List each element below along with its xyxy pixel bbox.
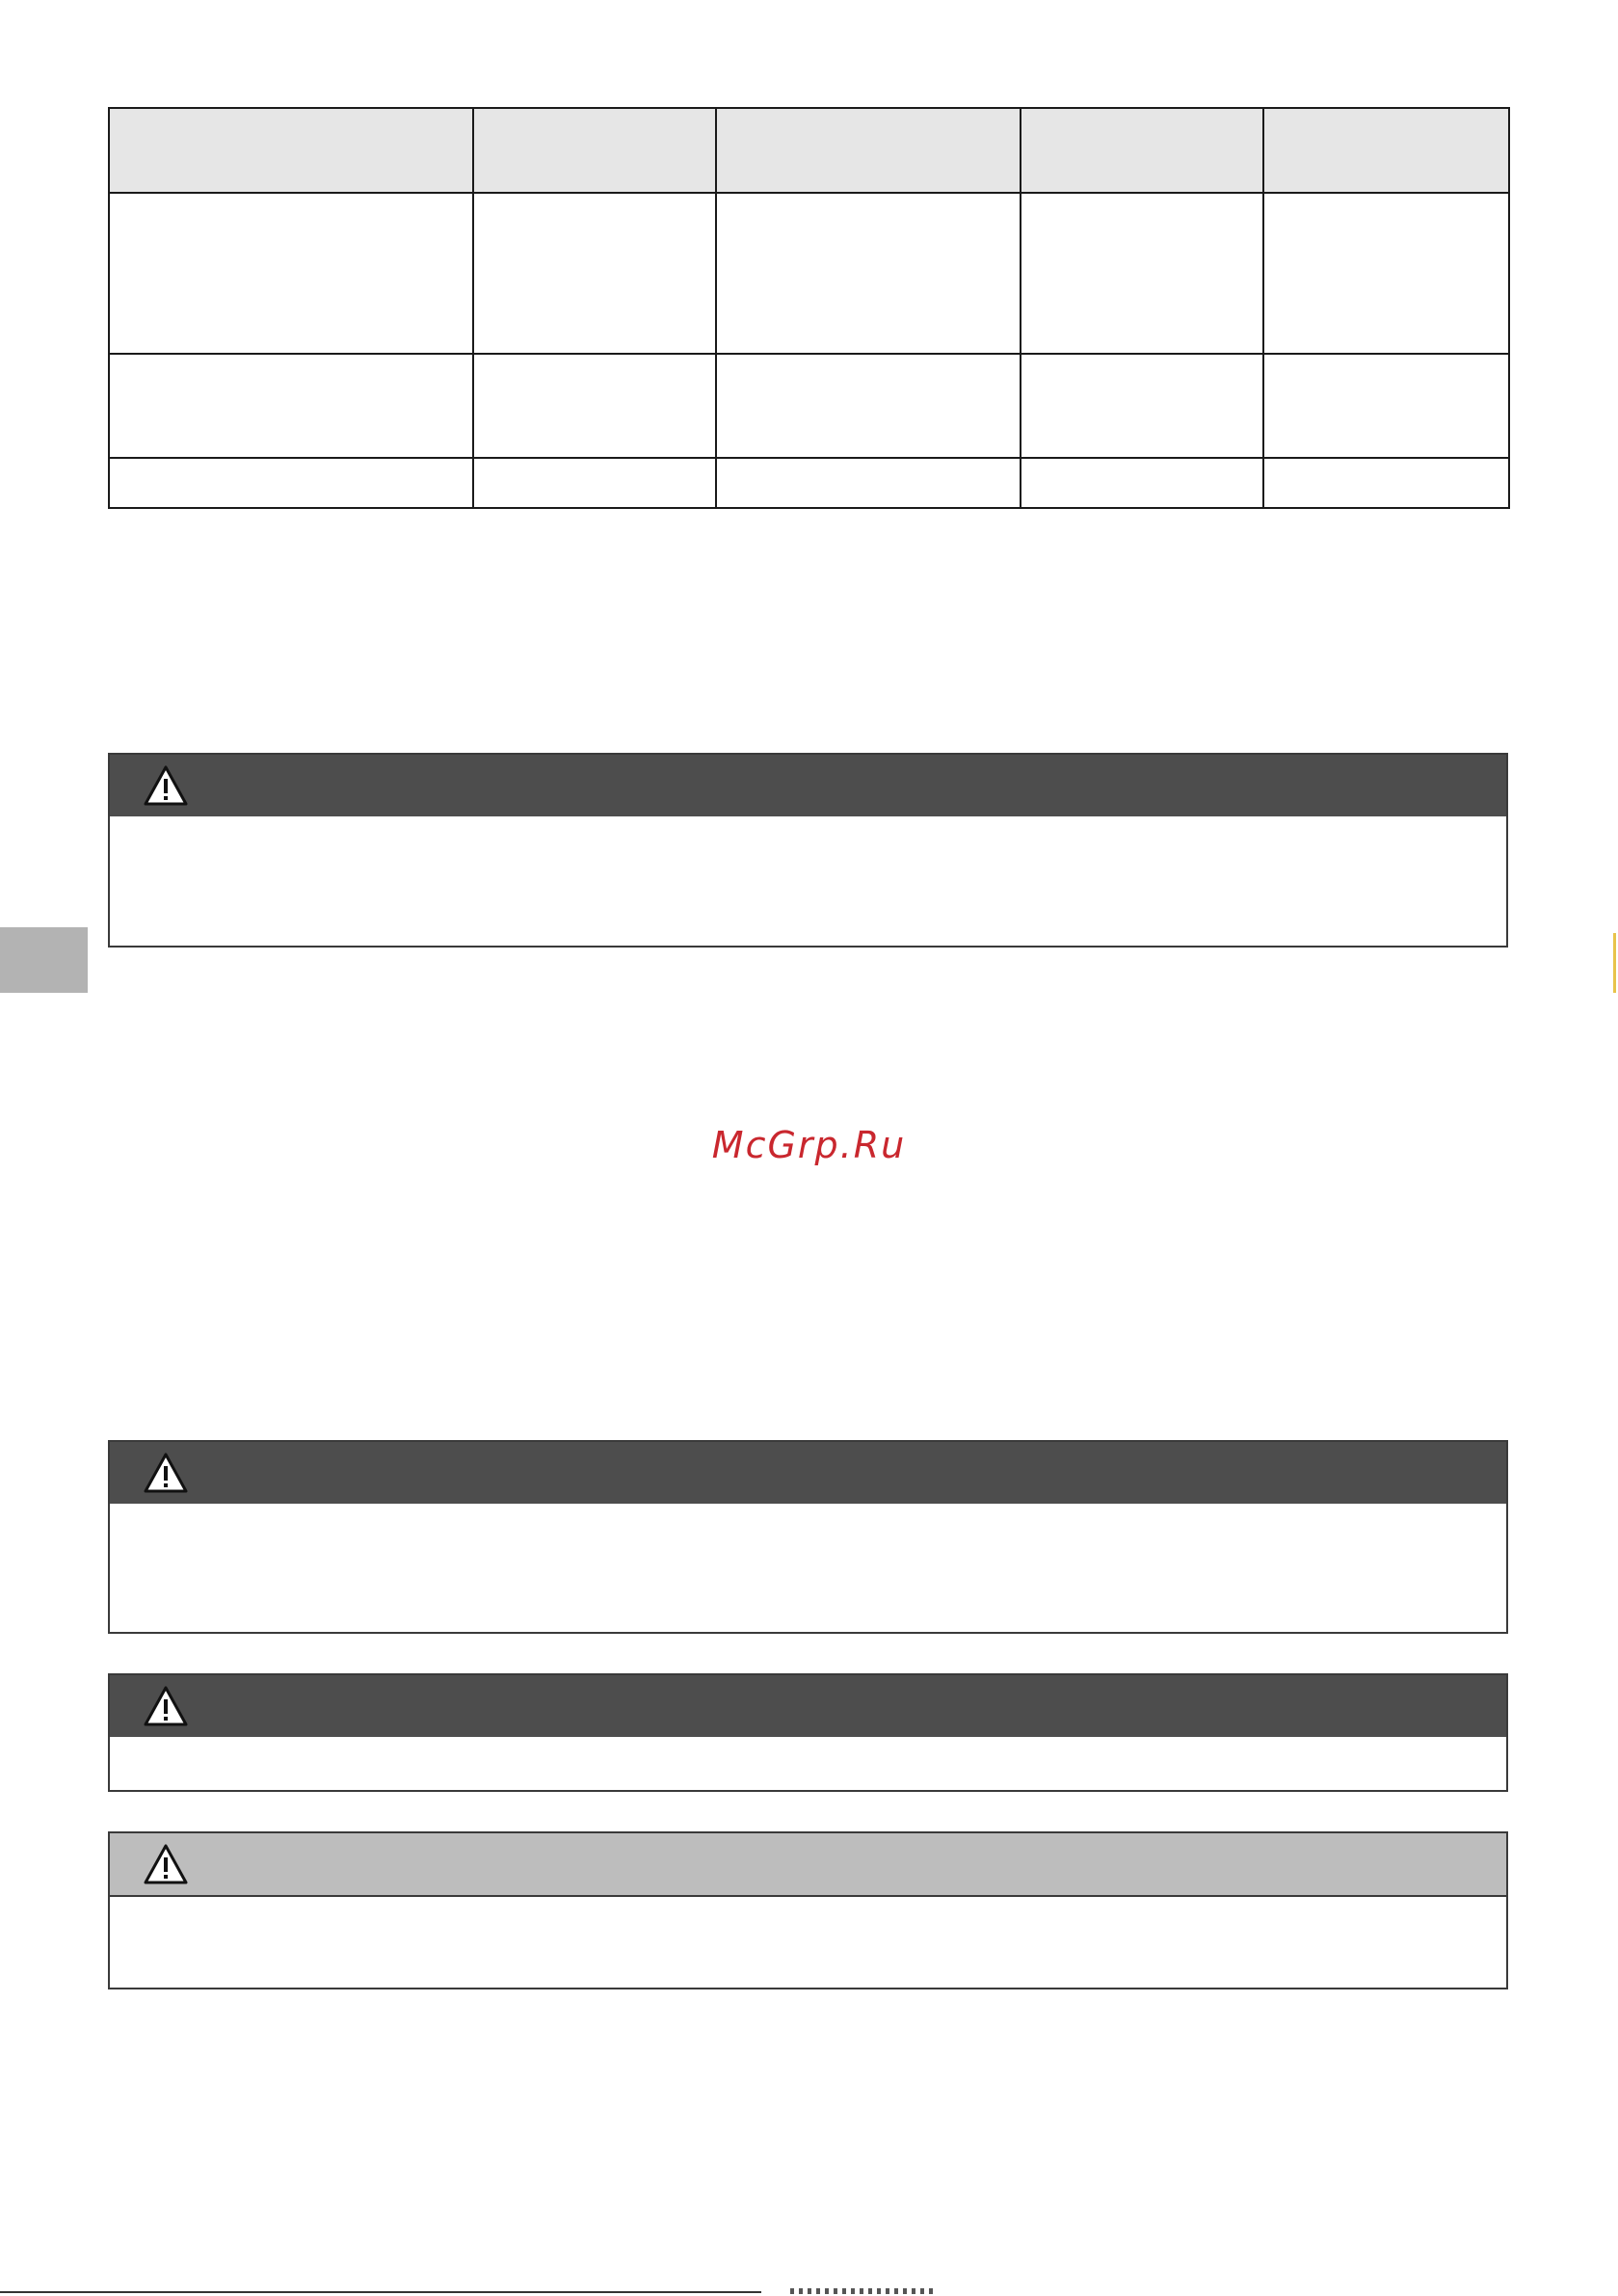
warning-box xyxy=(108,1440,1508,1634)
caution-box xyxy=(108,1831,1508,1989)
table-cell xyxy=(109,193,473,354)
table-cell xyxy=(1021,458,1263,508)
warning-triangle-icon xyxy=(143,1685,189,1727)
table-header-row xyxy=(109,108,1509,193)
table-header-cell xyxy=(1021,108,1263,193)
table-header-cell xyxy=(716,108,1021,193)
table-cell xyxy=(473,354,716,458)
table-cell xyxy=(1263,354,1509,458)
warning-body xyxy=(110,816,1506,946)
caution-body xyxy=(110,1897,1506,1988)
table-row xyxy=(109,193,1509,354)
table-cell xyxy=(1021,354,1263,458)
warning-triangle-icon xyxy=(143,1452,189,1494)
table-cell xyxy=(109,354,473,458)
table-cell xyxy=(109,458,473,508)
side-tab xyxy=(0,927,88,993)
warning-body xyxy=(110,1504,1506,1632)
table-cell xyxy=(716,458,1021,508)
warning-header xyxy=(110,1675,1506,1737)
table-cell xyxy=(473,193,716,354)
table-cell xyxy=(1263,193,1509,354)
table-cell xyxy=(473,458,716,508)
spec-table xyxy=(108,107,1510,509)
warning-box xyxy=(108,753,1508,948)
warning-triangle-icon xyxy=(143,764,189,807)
table-row xyxy=(109,354,1509,458)
table-header-cell xyxy=(473,108,716,193)
table-cell xyxy=(716,193,1021,354)
warning-header xyxy=(110,755,1506,816)
warning-header xyxy=(110,1442,1506,1504)
footer-rule xyxy=(0,2291,761,2293)
table-header-cell xyxy=(1263,108,1509,193)
watermark: McGrp.Ru xyxy=(711,1124,907,1166)
edge-mark xyxy=(1613,933,1616,993)
table-header-cell xyxy=(109,108,473,193)
footer-marks xyxy=(790,2288,935,2294)
warning-box xyxy=(108,1673,1508,1792)
table-cell xyxy=(1021,193,1263,354)
warning-triangle-icon xyxy=(143,1843,189,1885)
warning-body xyxy=(110,1737,1506,1790)
table-cell xyxy=(716,354,1021,458)
table-row xyxy=(109,458,1509,508)
caution-header xyxy=(110,1833,1506,1897)
table-cell xyxy=(1263,458,1509,508)
